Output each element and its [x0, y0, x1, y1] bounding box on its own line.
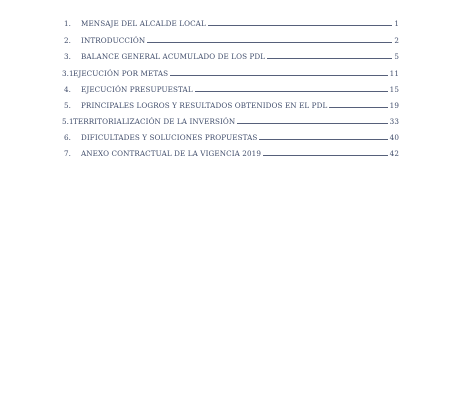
toc-leader-line	[259, 139, 387, 140]
toc-leader-line	[147, 42, 392, 43]
toc-entry-number: 5.1	[62, 117, 74, 126]
toc-entry-title: BALANCE GENERAL ACUMULADO DE LOS PDL	[81, 52, 266, 61]
toc-entry-number: 3.	[64, 52, 72, 61]
toc-entry-number: 7.	[64, 149, 72, 158]
toc-entry-number: 4.	[64, 85, 72, 94]
toc-entry-3[interactable]	[64, 49, 399, 61]
toc-entry-3-1[interactable]	[62, 66, 399, 78]
toc-entry-title: EJECUCIÓN PRESUPUESTAL	[81, 85, 193, 94]
toc-entry-page: 2	[394, 36, 399, 45]
toc-entry-4[interactable]	[64, 82, 399, 94]
toc-entry-page: 15	[389, 85, 399, 94]
toc-leader-line	[263, 155, 388, 156]
toc-entry-page: 1	[394, 19, 399, 28]
toc-entry-title: DIFICULTADES Y SOLUCIONES PROPUESTAS	[81, 133, 258, 142]
toc-entry-6[interactable]	[64, 130, 399, 142]
toc-entry-5[interactable]	[64, 98, 399, 110]
toc-entry-title: PRINCIPALES LOGROS Y RESULTADOS OBTENIDOS EN EL PDL	[81, 101, 328, 110]
toc-entry-page: 33	[389, 117, 399, 126]
toc-entry-7[interactable]	[64, 146, 399, 158]
toc-entry-page: 40	[389, 133, 399, 142]
toc-entry-page: 5	[394, 52, 399, 61]
toc-entry-title: INTRODUCCIÓN	[81, 36, 146, 45]
toc-entry-number: 6.	[64, 133, 72, 142]
toc-entry-title: EJECUCIÓN POR METAS	[73, 69, 169, 78]
toc-entry-number: 5.	[64, 101, 72, 110]
toc-entry-5-1[interactable]	[62, 114, 399, 126]
toc-leader-line	[195, 91, 388, 92]
toc-entry-number: 3.1	[62, 69, 74, 78]
toc-leader-line	[237, 123, 387, 124]
toc-entry-2[interactable]	[64, 33, 399, 45]
toc-entry-page: 11	[389, 69, 399, 78]
toc-leader-line	[170, 75, 387, 76]
toc-entry-1[interactable]	[64, 16, 399, 28]
toc-entry-number: 2.	[64, 36, 72, 45]
toc-leader-line	[267, 58, 392, 59]
toc-entry-title: MENSAJE DEL ALCALDE LOCAL	[81, 19, 206, 28]
toc-leader-line	[329, 107, 387, 108]
toc-entry-title: ANEXO CONTRACTUAL DE LA VIGENCIA 2019	[81, 149, 262, 158]
toc-entry-page: 42	[389, 149, 399, 158]
toc-entry-page: 19	[389, 101, 399, 110]
toc-entry-title: TERRITORIALIZACIÓN DE LA INVERSIÓN	[73, 117, 236, 126]
toc-entry-number: 1.	[64, 19, 72, 28]
toc-leader-line	[208, 25, 392, 26]
